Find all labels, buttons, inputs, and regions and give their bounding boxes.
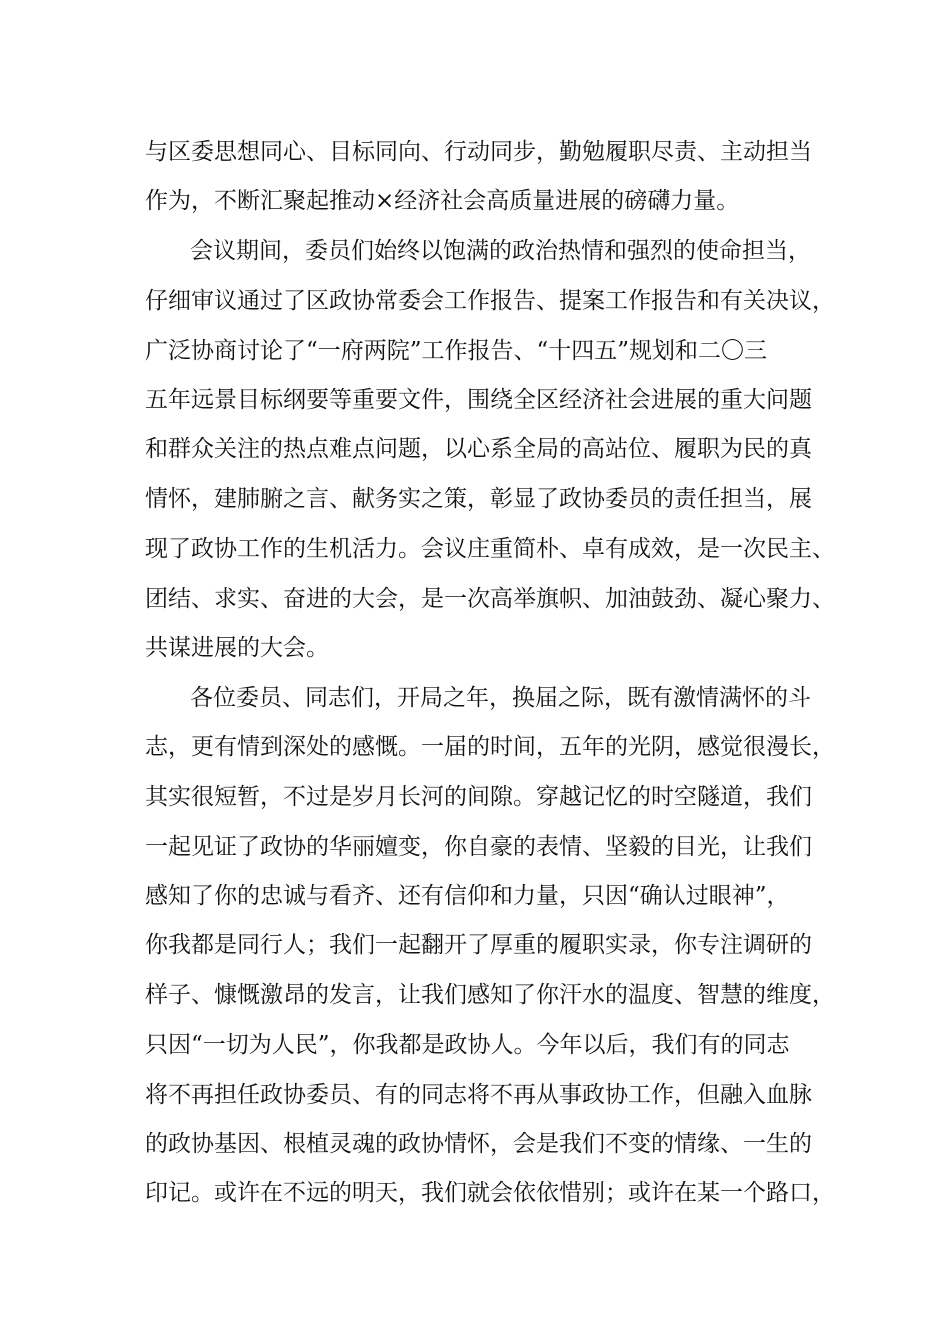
text-line-15: 一起见证了政协的华丽嬗变，你自豪的表情、坚毅的目光，让我们 [145,834,812,860]
text-line-4: 仔细审议通过了区政协常委会工作报告、提案工作报告和有关决议， [145,288,835,314]
text-line-14: 其实很短暂，不过是岁月长河的间隙。穿越记忆的时空隧道，我们 [145,784,812,810]
text-line-21: 的政协基因、根植灵魂的政协情怀，会是我们不变的情缘、一生的 [145,1131,812,1157]
text-line-6: 五年远景目标纲要等重要文件，围绕全区经济社会进展的重大问题 [145,387,812,413]
text-line-3: 会议期间，委员们始终以饱满的政治热情和强烈的使命担当， [190,238,811,264]
text-line-7: 和群众关注的热点难点问题，以心系全局的高站位、履职为民的真 [145,436,812,462]
text-line-11: 共谋进展的大会。 [145,635,329,661]
text-line-18: 样子、慷慨激昂的发言，让我们感知了你汗水的温度、智慧的维度， [145,982,835,1008]
text-line-1: 与区委思想同心、目标同向、行动同步，勤勉履职尽责、主动担当 [145,139,812,165]
text-line-13: 志，更有情到深处的感慨。一届的时间，五年的光阴，感觉很漫长， [145,734,835,760]
text-line-9: 现了政协工作的生机活力。会议庄重简朴、卓有成效，是一次民主、 [145,536,835,562]
text-line-10: 团结、求实、奋进的大会，是一次高举旗帜、加油鼓劲、凝心聚力、 [145,586,835,612]
text-line-19: 只因“一切为人民”，你我都是政协人。今年以后，我们有的同志 [145,1032,790,1058]
text-line-20: 将不再担任政协委员、有的同志将不再从事政协工作，但融入血脉 [145,1082,812,1108]
text-line-2: 作为，不断汇聚起推动×经济社会高质量进展的磅礴力量。 [145,188,740,214]
text-line-16: 感知了你的忠诚与看齐、还有信仰和力量，只因“确认过眼神”， [145,883,790,909]
text-line-5: 广泛协商讨论了“一府两院”工作报告、“十四五”规划和二〇三 [145,338,768,364]
text-line-8: 情怀，建肺腑之言、献务实之策，彰显了政协委员的责任担当，展 [145,486,812,512]
text-line-17: 你我都是同行人；我们一起翻开了厚重的履职实录，你专注调研的 [145,932,812,958]
text-line-12: 各位委员、同志们，开局之年，换届之际，既有激情满怀的斗 [190,685,811,711]
text-line-22: 印记。或许在不远的明天，我们就会依依惜别；或许在某一个路口， [145,1180,835,1206]
